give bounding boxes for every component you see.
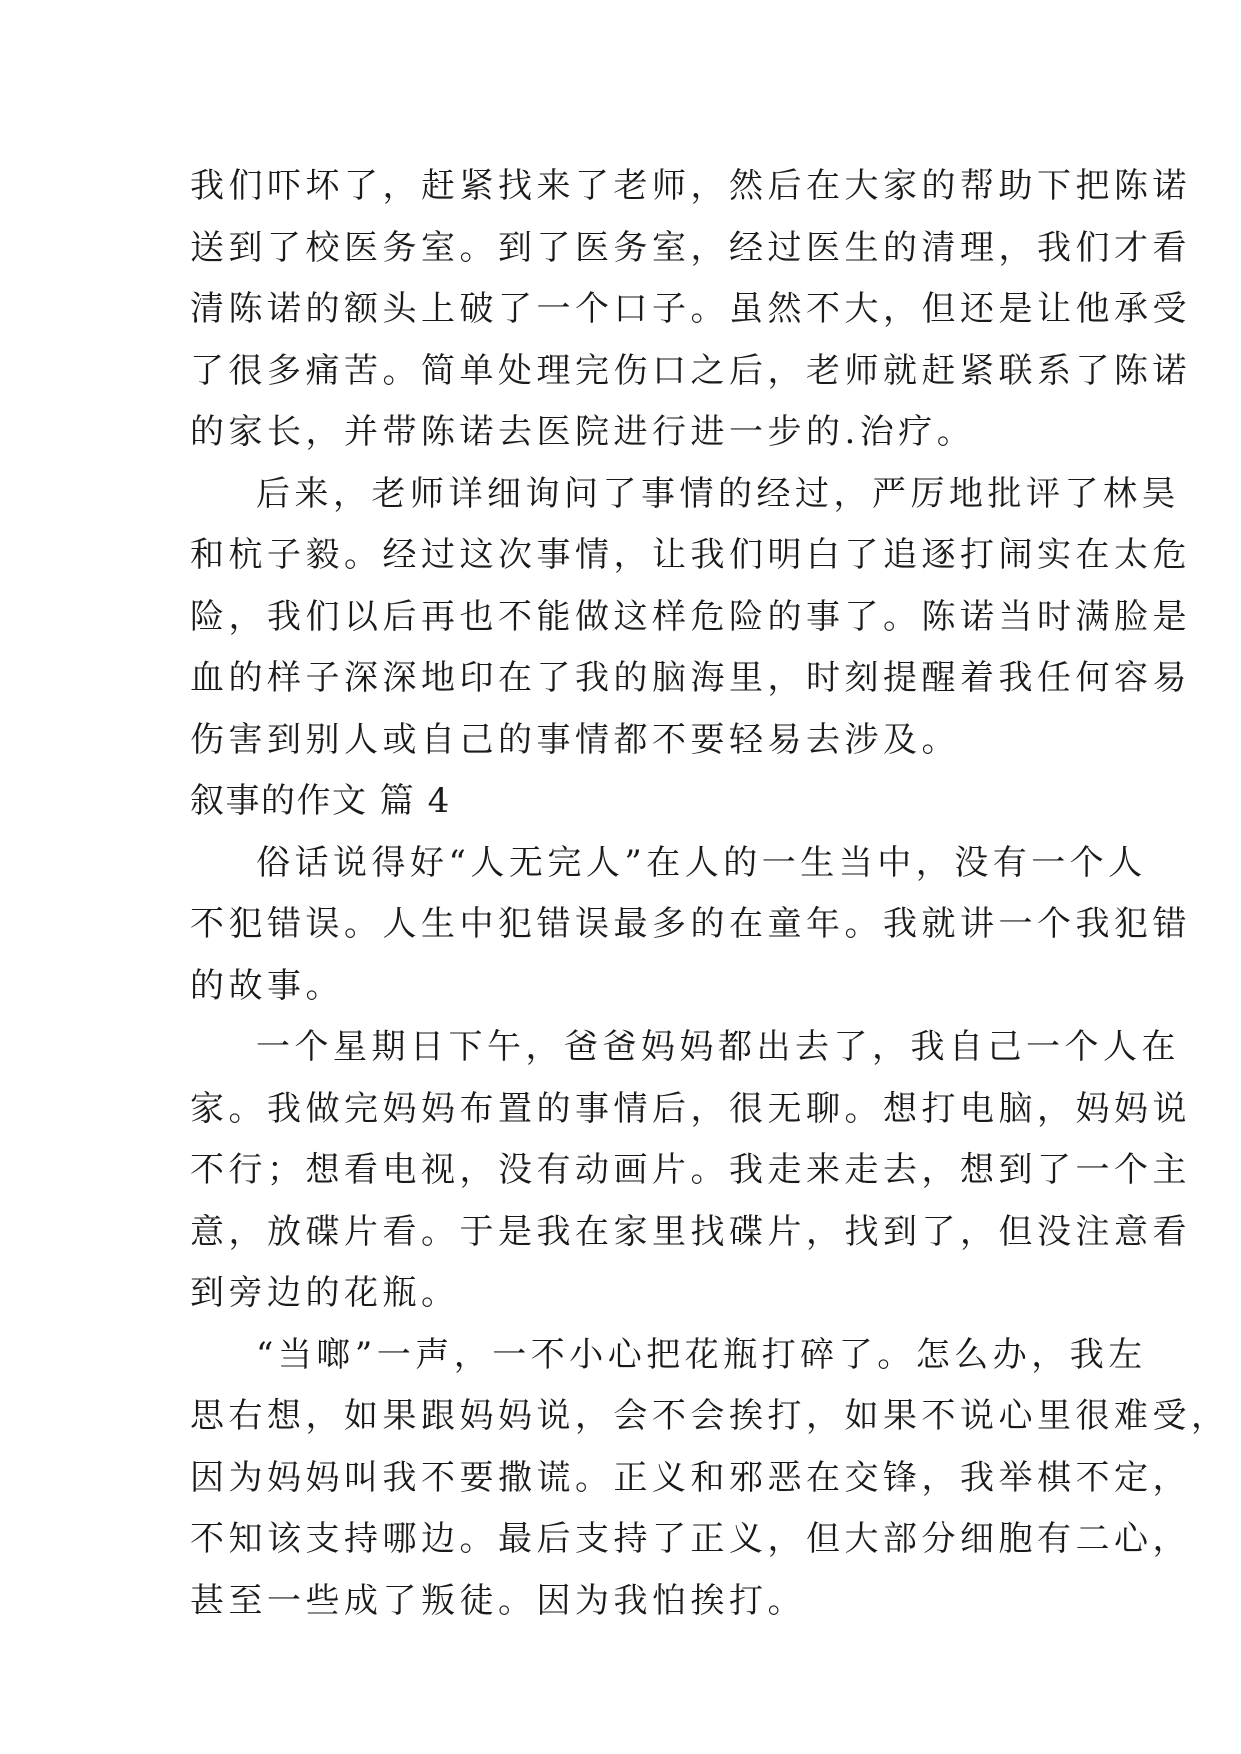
text-line: 血的样子深深地印在了我的脑海里，时刻提醒着我任何容易 [190, 658, 1191, 698]
paragraph-start-line: 后来，老师详细询问了事情的经过，严厉地批评了林昊 [256, 473, 1180, 514]
text-line: 清陈诺的额头上破了一个口子。虽然不大，但还是让他承受 [190, 289, 1191, 329]
text-line: 意，放碟片看。于是我在家里找碟片，找到了，但没注意看 [190, 1211, 1191, 1252]
paragraph-start-line: 一个星期日下午，爸爸妈妈都出去了，我自己一个人在 [256, 1027, 1180, 1067]
section-heading: 叙事的作文 篇 4 [190, 781, 451, 821]
text-line: 不知该支持哪边。最后支持了正义，但大部分细胞有二心， [190, 1519, 1191, 1559]
document-body [190, 156, 1230, 1632]
paragraph-start-line: 俗话说得好“人无完人”在人的一生当中，没有一个人 [256, 842, 1147, 883]
text-line: 的家长，并带陈诺去医院进行进一步的.治疗。 [190, 412, 976, 452]
text-line: 甚至一些成了叛徒。因为我怕挨打。 [190, 1580, 806, 1621]
text-line: 不行；想看电视，没有动画片。我走来走去，想到了一个主 [190, 1150, 1191, 1190]
text-line: 伤害到别人或自己的事情都不要轻易去涉及。 [190, 719, 960, 760]
paragraph-start-line: “当啷”一声，一不小心把花瓶打碎了。怎么办，我左 [256, 1334, 1147, 1375]
text-line: 家。我做完妈妈布置的事情后，很无聊。想打电脑，妈妈说 [190, 1088, 1191, 1129]
text-line: 险，我们以后再也不能做这样危险的事了。陈诺当时满脸是 [190, 596, 1191, 637]
text-line: 的故事。 [190, 965, 344, 1006]
text-line: 因为妈妈叫我不要撒谎。正义和邪恶在交锋，我举棋不定， [190, 1457, 1191, 1498]
text-line: 我们吓坏了，赶紧找来了老师，然后在大家的帮助下把陈诺 [190, 166, 1191, 206]
text-line: 不犯错误。人生中犯错误最多的在童年。我就讲一个我犯错 [190, 904, 1191, 944]
text-line: 到旁边的花瓶。 [190, 1273, 460, 1313]
text-line: 送到了校医务室。到了医务室，经过医生的清理，我们才看 [190, 227, 1191, 268]
text-line: 了很多痛苦。简单处理完伤口之后，老师就赶紧联系了陈诺 [190, 350, 1191, 391]
text-line: 和杭子毅。经过这次事情，让我们明白了追逐打闹实在太危 [190, 535, 1191, 575]
text-line: 思右想，如果跟妈妈说，会不会挨打，如果不说心里很难受， [190, 1396, 1230, 1436]
